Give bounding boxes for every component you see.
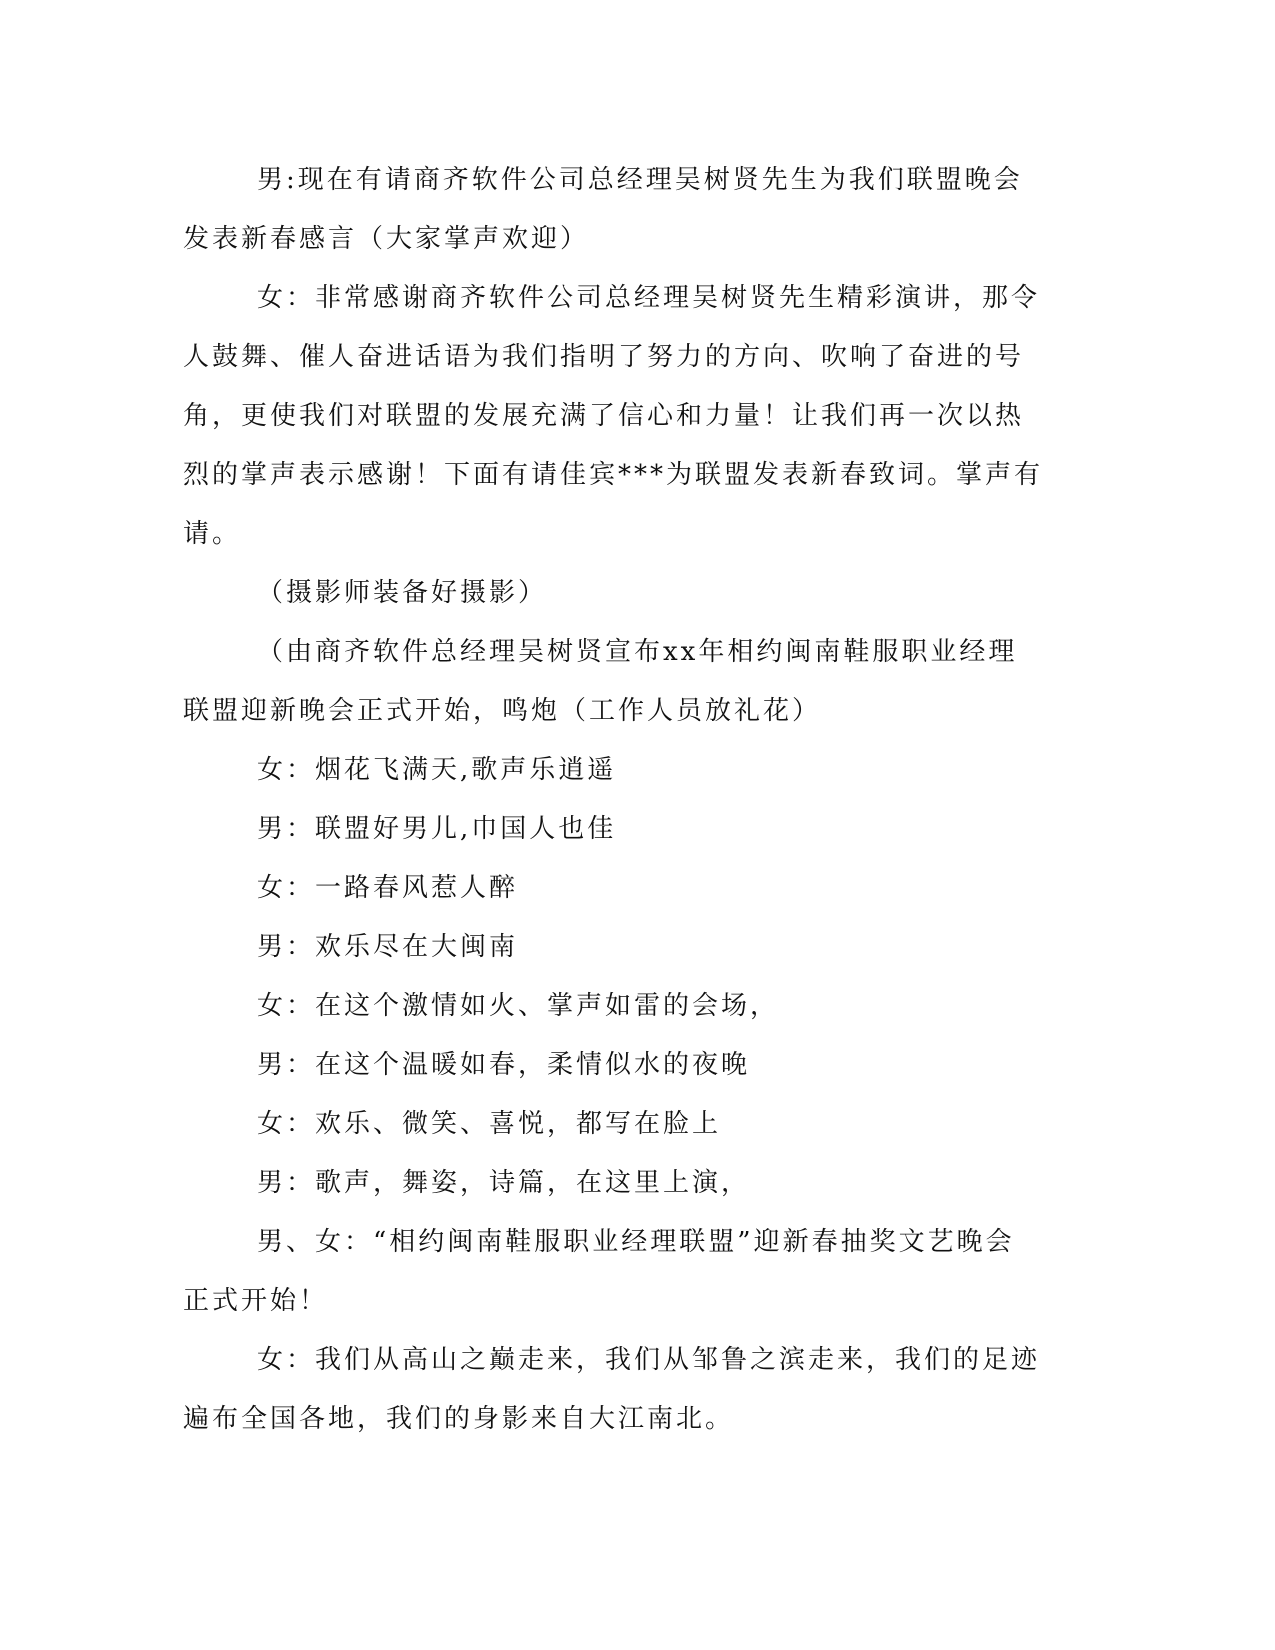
paragraph: 男：联盟好男儿,巾国人也佳 bbox=[257, 814, 617, 844]
paragraph: 女：在这个激情如火、掌声如雷的会场， bbox=[257, 991, 780, 1021]
paragraph: 女：我们从高山之巅走来，我们从邹鲁之滨走来，我们的足迹遍布全国各地，我们的身影来自大江南北。 bbox=[183, 1345, 1041, 1434]
paragraph: 女：一路春风惹人醉 bbox=[257, 873, 519, 903]
paragraph: 女：欢乐、微笑、喜悦，都写在脸上 bbox=[257, 1109, 722, 1139]
document-body bbox=[183, 151, 1043, 1449]
paragraph: 女：非常感谢商齐软件公司总经理吴树贤先生精彩演讲，那令人鼓舞、催人奋进话语为我们指明了努力的方向、吹响了奋进的号角，更使我们对联盟的发展充满了信心和力量！让我们再一次以热烈的掌声表示感谢！下面有请佳宾***为联盟发表新春致词。掌声有请。 bbox=[183, 283, 1044, 549]
paragraph: （摄影师装备好摄影） bbox=[257, 578, 548, 608]
paragraph: （由商齐软件总经理吴树贤宣布xx年相约闽南鞋服职业经理联盟迎新晚会正式开始，鸣炮（工作人员放礼花） bbox=[183, 637, 1018, 726]
paragraph: 男：歌声，舞姿，诗篇，在这里上演， bbox=[257, 1168, 751, 1198]
paragraph: 男:现在有请商齐软件公司总经理吴树贤先生为我们联盟晚会发表新春感言（大家掌声欢迎） bbox=[183, 165, 1023, 254]
paragraph: 男、女：“相约闽南鞋服职业经理联盟”迎新春抽奖文艺晚会正式开始！ bbox=[183, 1227, 1015, 1316]
paragraph: 女：烟花飞满天,歌声乐逍遥 bbox=[257, 755, 617, 785]
paragraph: 男：在这个温暖如春，柔情似水的夜晚 bbox=[257, 1050, 751, 1080]
paragraph: 男：欢乐尽在大闽南 bbox=[257, 932, 519, 962]
